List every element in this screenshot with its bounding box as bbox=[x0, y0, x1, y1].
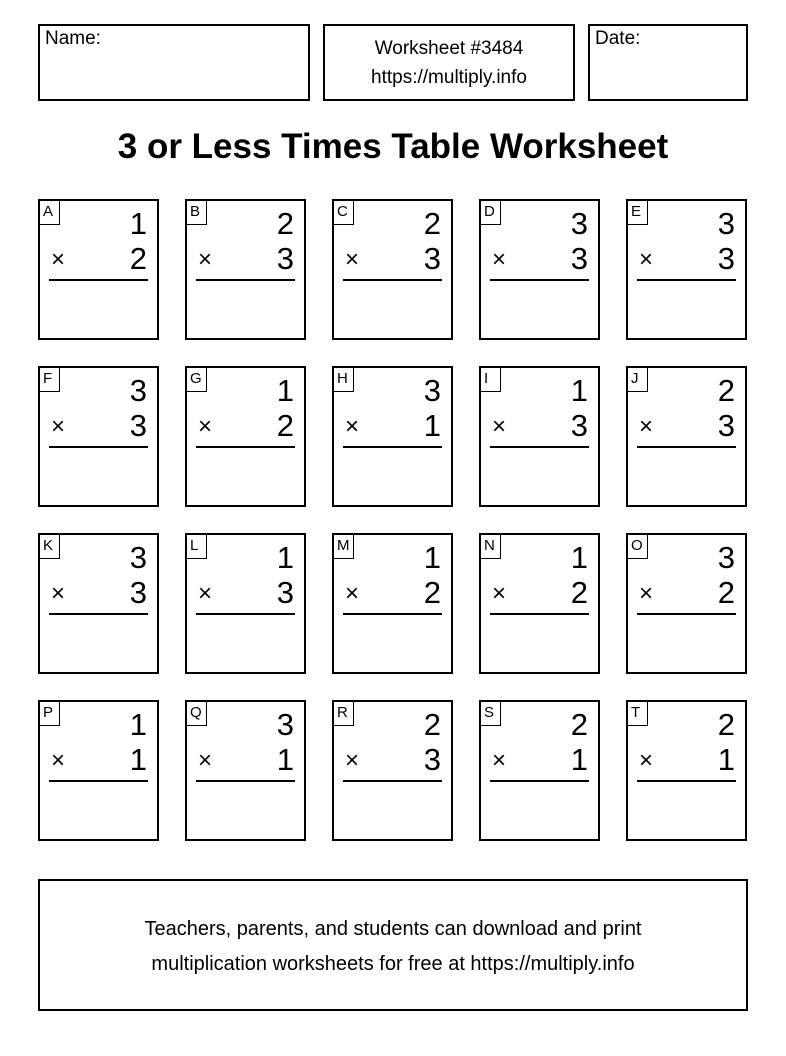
answer-line bbox=[637, 446, 736, 448]
problem-bottom-number: 2 bbox=[129, 241, 147, 276]
times-sign: × bbox=[198, 246, 213, 273]
problem-letter: L bbox=[187, 535, 207, 559]
problem-top-number: 3 bbox=[570, 206, 588, 241]
problem-top-number: 1 bbox=[276, 540, 294, 575]
problem-letter: K bbox=[40, 535, 60, 559]
problem-letter: T bbox=[628, 702, 648, 726]
problem-letter: F bbox=[40, 368, 60, 392]
problem-bottom-number: 1 bbox=[276, 742, 294, 777]
problem-top-number: 3 bbox=[717, 540, 735, 575]
problem-letter: H bbox=[334, 368, 354, 392]
problem-top-number: 2 bbox=[423, 707, 441, 742]
problem-letter: O bbox=[628, 535, 648, 559]
date-field-box[interactable] bbox=[588, 24, 748, 101]
problem-bottom-number: 3 bbox=[717, 408, 735, 443]
times-sign: × bbox=[198, 580, 213, 607]
problem-top-number: 3 bbox=[129, 373, 147, 408]
problem-letter: R bbox=[334, 702, 354, 726]
times-sign: × bbox=[345, 413, 360, 440]
problem-top-number: 3 bbox=[276, 707, 294, 742]
answer-line bbox=[49, 446, 148, 448]
problem-card[interactable] bbox=[185, 199, 306, 340]
problem-card[interactable] bbox=[479, 700, 600, 841]
problem-bottom-number: 3 bbox=[717, 241, 735, 276]
problem-bottom-number: 3 bbox=[570, 241, 588, 276]
problem-card[interactable] bbox=[38, 366, 159, 507]
answer-line bbox=[637, 279, 736, 281]
answer-line bbox=[490, 780, 589, 782]
name-label: Name: bbox=[45, 28, 101, 49]
times-sign: × bbox=[198, 413, 213, 440]
answer-line bbox=[49, 613, 148, 615]
times-sign: × bbox=[492, 747, 507, 774]
times-sign: × bbox=[198, 747, 213, 774]
times-sign: × bbox=[492, 580, 507, 607]
times-sign: × bbox=[492, 246, 507, 273]
problem-top-number: 3 bbox=[423, 373, 441, 408]
problem-top-number: 3 bbox=[129, 540, 147, 575]
problem-letter: M bbox=[334, 535, 354, 559]
problem-bottom-number: 3 bbox=[570, 408, 588, 443]
name-field-box[interactable] bbox=[38, 24, 310, 101]
problem-bottom-number: 3 bbox=[276, 575, 294, 610]
problem-bottom-number: 1 bbox=[129, 742, 147, 777]
times-sign: × bbox=[639, 413, 654, 440]
problem-card[interactable] bbox=[332, 199, 453, 340]
times-sign: × bbox=[345, 747, 360, 774]
problem-top-number: 1 bbox=[129, 707, 147, 742]
problem-bottom-number: 3 bbox=[423, 742, 441, 777]
times-sign: × bbox=[51, 246, 66, 273]
problem-bottom-number: 2 bbox=[717, 575, 735, 610]
page-title: 3 or Less Times Table Worksheet bbox=[117, 127, 669, 166]
problem-card[interactable] bbox=[332, 366, 453, 507]
times-sign: × bbox=[345, 580, 360, 607]
problem-bottom-number: 1 bbox=[423, 408, 441, 443]
problem-card[interactable] bbox=[185, 533, 306, 674]
problem-top-number: 1 bbox=[129, 206, 147, 241]
times-sign: × bbox=[51, 580, 66, 607]
problem-letter: I bbox=[481, 368, 501, 392]
problem-card[interactable] bbox=[626, 199, 747, 340]
problem-bottom-number: 3 bbox=[129, 575, 147, 610]
problem-top-number: 1 bbox=[276, 373, 294, 408]
problem-card[interactable] bbox=[332, 533, 453, 674]
footer-box bbox=[38, 879, 748, 1011]
answer-line bbox=[196, 780, 295, 782]
problem-letter: C bbox=[334, 201, 354, 225]
problem-bottom-number: 2 bbox=[423, 575, 441, 610]
problem-bottom-number: 3 bbox=[276, 241, 294, 276]
problem-card[interactable] bbox=[38, 533, 159, 674]
answer-line bbox=[343, 780, 442, 782]
problem-top-number: 2 bbox=[570, 707, 588, 742]
problem-card[interactable] bbox=[332, 700, 453, 841]
problem-letter: D bbox=[481, 201, 501, 225]
footer-line-1: Teachers, parents, and students can download and print bbox=[144, 918, 642, 940]
answer-line bbox=[49, 780, 148, 782]
answer-line bbox=[196, 613, 295, 615]
problem-bottom-number: 1 bbox=[717, 742, 735, 777]
answer-line bbox=[637, 780, 736, 782]
answer-line bbox=[343, 279, 442, 281]
footer-line-2: multiplication worksheets for free at https://multiply.info bbox=[151, 953, 635, 975]
problem-letter: N bbox=[481, 535, 501, 559]
answer-line bbox=[490, 446, 589, 448]
answer-line bbox=[637, 613, 736, 615]
problem-card[interactable] bbox=[626, 700, 747, 841]
problem-top-number: 2 bbox=[717, 373, 735, 408]
problem-letter: A bbox=[40, 201, 60, 225]
problem-card[interactable] bbox=[479, 199, 600, 340]
answer-line bbox=[490, 613, 589, 615]
problem-card[interactable] bbox=[38, 199, 159, 340]
answer-line bbox=[343, 613, 442, 615]
times-sign: × bbox=[345, 246, 360, 273]
problem-bottom-number: 3 bbox=[129, 408, 147, 443]
problem-top-number: 2 bbox=[717, 707, 735, 742]
worksheet-number: Worksheet #3484 bbox=[374, 38, 524, 59]
problem-bottom-number: 2 bbox=[276, 408, 294, 443]
problem-letter: Q bbox=[187, 702, 207, 726]
problem-bottom-number: 1 bbox=[570, 742, 588, 777]
problem-card[interactable] bbox=[479, 366, 600, 507]
times-sign: × bbox=[51, 413, 66, 440]
problem-letter: J bbox=[628, 368, 648, 392]
problem-letter: P bbox=[40, 702, 60, 726]
problem-card[interactable] bbox=[185, 700, 306, 841]
worksheet-url: https://multiply.info bbox=[371, 67, 527, 88]
problem-top-number: 3 bbox=[717, 206, 735, 241]
times-sign: × bbox=[639, 747, 654, 774]
answer-line bbox=[343, 446, 442, 448]
answer-line bbox=[490, 279, 589, 281]
problem-letter: B bbox=[187, 201, 207, 225]
times-sign: × bbox=[492, 413, 507, 440]
answer-line bbox=[49, 279, 148, 281]
problem-top-number: 1 bbox=[570, 373, 588, 408]
problem-letter: S bbox=[481, 702, 501, 726]
problem-card[interactable] bbox=[626, 533, 747, 674]
problem-card[interactable] bbox=[185, 366, 306, 507]
times-sign: × bbox=[51, 747, 66, 774]
problem-letter: E bbox=[628, 201, 648, 225]
problem-top-number: 1 bbox=[423, 540, 441, 575]
problem-card[interactable] bbox=[626, 366, 747, 507]
times-sign: × bbox=[639, 580, 654, 607]
times-sign: × bbox=[639, 246, 654, 273]
problem-top-number: 2 bbox=[276, 206, 294, 241]
problem-bottom-number: 2 bbox=[570, 575, 588, 610]
problem-top-number: 2 bbox=[423, 206, 441, 241]
problem-card[interactable] bbox=[479, 533, 600, 674]
answer-line bbox=[196, 446, 295, 448]
problem-bottom-number: 3 bbox=[423, 241, 441, 276]
date-label: Date: bbox=[595, 28, 641, 49]
problem-top-number: 1 bbox=[570, 540, 588, 575]
problem-letter: G bbox=[187, 368, 207, 392]
worksheet-info-box bbox=[323, 24, 575, 101]
answer-line bbox=[196, 279, 295, 281]
problem-card[interactable] bbox=[38, 700, 159, 841]
